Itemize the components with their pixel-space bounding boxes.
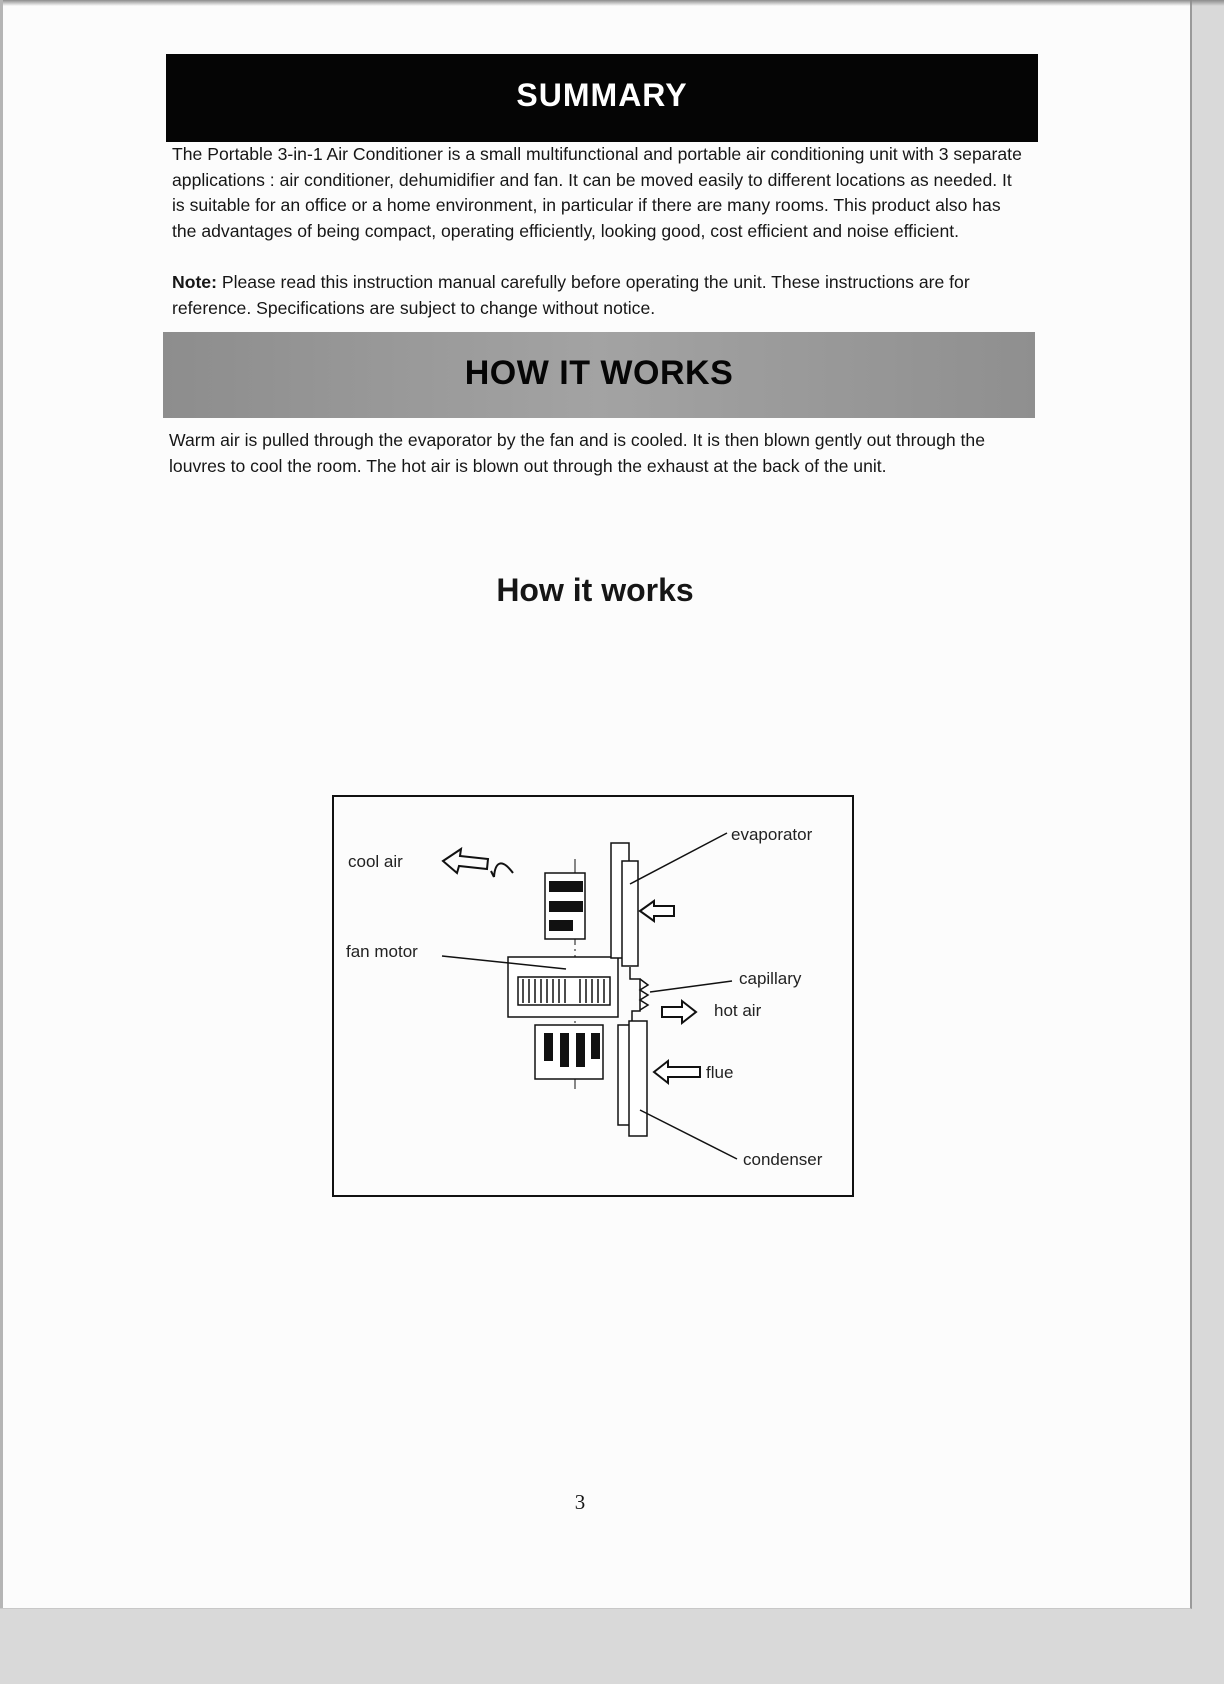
summary-note (172, 270, 1022, 321)
airflow-curve (494, 863, 513, 877)
summary-heading: SUMMARY (166, 54, 1038, 142)
scan-top-shadow (0, 0, 1224, 6)
label-fan-motor: fan motor (346, 942, 418, 961)
flue-arrow (654, 1061, 700, 1083)
how-it-works-text: Warm air is pulled through the evaporator by the fan and is cooled. It is then blown gently out through the louvres to cool the room. The hot air is blown out through the exhaust at the back of the unit. (169, 430, 985, 476)
label-flue: flue (706, 1063, 734, 1082)
note-label: Note: (172, 272, 217, 292)
intake-arrow (640, 901, 674, 921)
diagram-title: How it works (496, 572, 694, 608)
label-capillary: capillary (739, 969, 802, 988)
how-it-works-heading: HOW IT WORKS (163, 332, 1035, 418)
label-hot-air: hot air (714, 1001, 762, 1020)
page-number: 3 (574, 1490, 586, 1514)
note-text: Please read this instruction manual carefully before operating the unit. These instructions are for reference. Specifications are subject to change without notice. (172, 272, 970, 318)
capillary-leader (650, 981, 732, 992)
refrigerant-pipe (630, 967, 640, 1025)
evaporator-coil (622, 861, 638, 966)
label-condenser: condenser (743, 1150, 823, 1169)
condenser-leader (640, 1110, 737, 1159)
hot-air-arrow (662, 1001, 696, 1023)
summary-intro: The Portable 3-in-1 Air Conditioner is a small multifunctional and portable air conditioning unit with 3 separate applications : air conditioner, dehumidifier and fan. It can be moved easily to different locations as needed. It is suitable for an office or a home environment, in particular if there are many rooms. This product also has the advantages of being compact, operating efficiently, looking good, cost efficient and noise efficient. (172, 144, 1022, 241)
air-conditioner-diagram (330, 793, 856, 1199)
label-cool-air: cool air (348, 852, 403, 871)
evaporator-leader (630, 833, 727, 884)
condenser-plate (629, 1021, 647, 1136)
scan-left-edge (0, 0, 3, 1608)
capillary-coil (640, 979, 648, 1010)
label-evaporator: evaporator (731, 825, 813, 844)
cool-air-arrow (443, 849, 488, 873)
